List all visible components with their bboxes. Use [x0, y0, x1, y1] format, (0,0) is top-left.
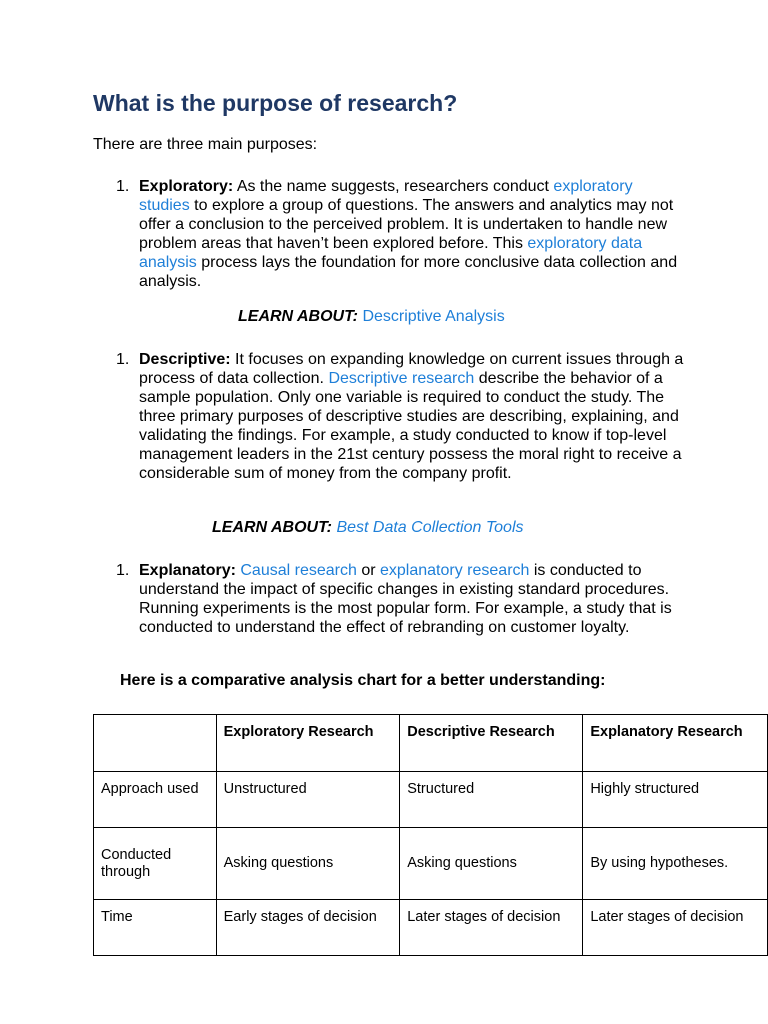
- learn-about-descriptive-analysis: [238, 307, 505, 326]
- list-number: 1.: [116, 351, 130, 368]
- table-cell: Early stages of decision: [216, 900, 400, 956]
- list-item-descriptive: [116, 350, 686, 483]
- item-text: describe the behavior of a sample population. Only one variable is required to conduct the study. The three primary purposes of descriptive studies are describing, explaining, and validating the findings. For example, a study conducted to know if top-level management leaders in the 21st century possess the moral right to receive a considerable sum of money from the company profit.: [139, 370, 682, 482]
- table-header-cell: Descriptive Research: [400, 715, 583, 772]
- table-cell: Later stages of decision: [400, 900, 583, 956]
- link-descriptive-research[interactable]: Descriptive research: [328, 370, 475, 387]
- item-text: It focuses on expanding knowledge on current issues through a process of data collection.: [139, 351, 684, 387]
- item-text: is conducted to understand the impact of specific changes in existing standard procedures. Running experiments is the most popular form. For example, a study that is conducted to understand the effect of rebranding on customer loyalty.: [139, 562, 672, 636]
- list-item-explanatory: [116, 561, 686, 637]
- link-causal-research[interactable]: Causal research: [240, 562, 357, 579]
- table-row: [94, 828, 768, 900]
- table-cell: Asking questions: [216, 828, 400, 900]
- link-exploratory-studies[interactable]: exploratory studies: [139, 178, 633, 214]
- list-number: 1.: [116, 178, 130, 195]
- term-label: Explanatory:: [139, 562, 236, 579]
- table-cell: Highly structured: [583, 772, 768, 828]
- list-item-body: [139, 350, 686, 483]
- term-label: Exploratory:: [139, 178, 234, 195]
- table-header-cell: Exploratory Research: [216, 715, 400, 772]
- page-title: What is the purpose of research?: [93, 90, 458, 116]
- learn-about-label: LEARN ABOUT:: [212, 519, 332, 536]
- list-item-body: [139, 177, 686, 291]
- table-cell: Asking questions: [400, 828, 583, 900]
- table-header-row: [94, 715, 768, 772]
- item-text: As the name suggests, researchers conduct: [233, 178, 554, 195]
- link-explanatory-research[interactable]: explanatory research: [380, 562, 530, 579]
- link-best-data-collection-tools[interactable]: Best Data Collection Tools: [336, 519, 524, 536]
- learn-about-data-collection-tools: [212, 518, 524, 537]
- table-cell: Structured: [400, 772, 583, 828]
- list-number: 1.: [116, 562, 130, 579]
- table-cell: Unstructured: [216, 772, 400, 828]
- table-cell: Conducted through: [94, 828, 217, 900]
- table-cell: Approach used: [94, 772, 217, 828]
- item-text: process lays the foundation for more conclusive data collection and analysis.: [139, 254, 678, 290]
- table-cell: Time: [94, 900, 217, 956]
- table-cell: Later stages of decision: [583, 900, 768, 956]
- link-descriptive-analysis[interactable]: Descriptive Analysis: [362, 308, 505, 325]
- table-row: [94, 900, 768, 956]
- item-text: or: [356, 562, 380, 579]
- table-header-cell: [94, 715, 217, 772]
- table-cell: By using hypotheses.: [583, 828, 768, 900]
- item-text: to explore a group of questions. The answers and analytics may not offer a conclusion to the perceived problem. It is undertaken to handle new problem areas that haven’t been explored before. This: [139, 197, 674, 252]
- comparison-intro: Here is a comparative analysis chart for a better understanding:: [120, 672, 606, 689]
- comparison-table: [93, 714, 768, 956]
- table-header-cell: Explanatory Research: [583, 715, 768, 772]
- term-label: Descriptive:: [139, 351, 231, 368]
- list-item-body: [139, 561, 686, 637]
- link-exploratory-data-analysis[interactable]: exploratory data analysis: [139, 235, 643, 271]
- table-row: [94, 772, 768, 828]
- list-item-exploratory: [116, 177, 686, 291]
- intro-text: There are three main purposes:: [93, 136, 318, 153]
- learn-about-label: LEARN ABOUT:: [238, 308, 358, 325]
